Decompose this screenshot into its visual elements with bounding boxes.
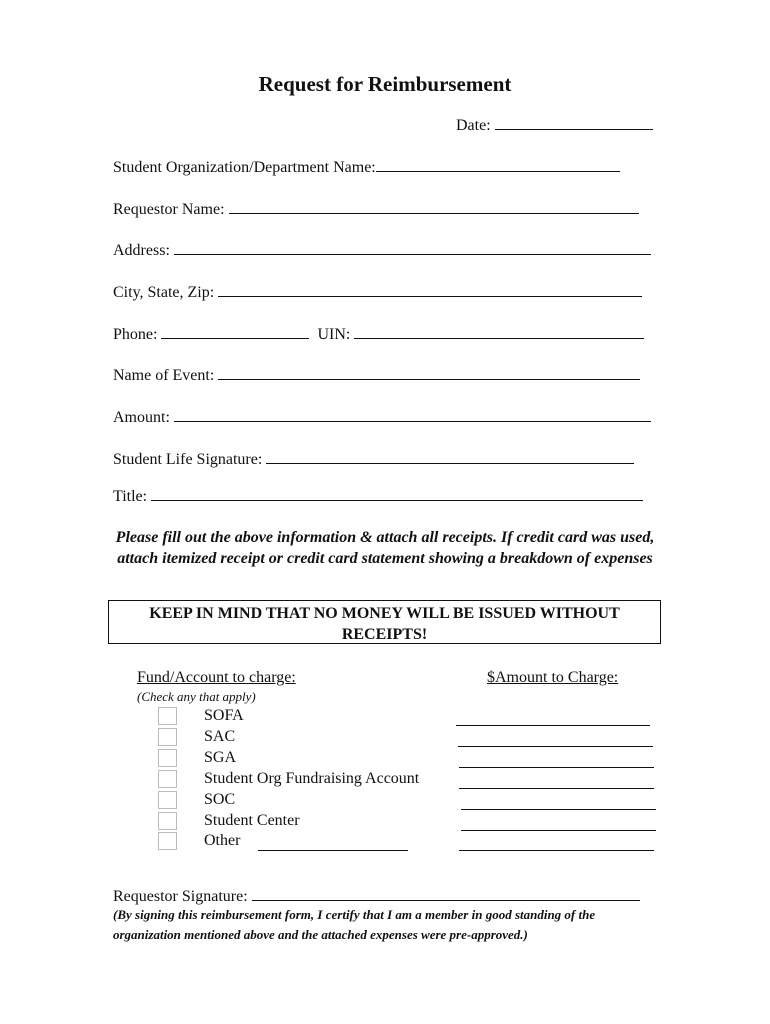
soc-amount-field[interactable] bbox=[461, 795, 656, 810]
fundraising-checkbox[interactable] bbox=[158, 770, 177, 788]
other-checkbox[interactable] bbox=[158, 832, 177, 850]
sac-checkbox[interactable] bbox=[158, 728, 177, 746]
date-label: Date: bbox=[456, 117, 491, 134]
date-row bbox=[456, 115, 653, 135]
requestor-signature-label: Requestor Signature: bbox=[113, 888, 248, 905]
form-title: Request for Reimbursement bbox=[258, 72, 512, 96]
requestor-signature-row bbox=[113, 886, 640, 906]
phone-row bbox=[113, 324, 644, 344]
org-row bbox=[113, 157, 620, 177]
uin-field[interactable] bbox=[354, 324, 644, 339]
amount-field[interactable] bbox=[174, 407, 651, 422]
warning-box: KEEP IN MIND THAT NO MONEY WILL BE ISSUED WITHOUT RECEIPTS! bbox=[108, 600, 661, 644]
org-label: Student Organization/Department Name: bbox=[113, 159, 376, 176]
uin-label: UIN: bbox=[317, 326, 351, 343]
instructions-text: Please fill out the above information & attach all receipts. If credit card was used, attach itemized receipt or credit card statement showing a breakdown of expenses bbox=[115, 529, 655, 567]
sac-amount-field[interactable] bbox=[458, 732, 653, 747]
title-label: Title: bbox=[113, 488, 148, 505]
other-amount-field[interactable] bbox=[459, 836, 654, 851]
phone-label: Phone: bbox=[113, 326, 158, 343]
fund-label-sga: SGA bbox=[204, 749, 237, 766]
fundraising-amount-field[interactable] bbox=[459, 774, 654, 789]
date-field[interactable] bbox=[495, 115, 653, 130]
title-row bbox=[113, 486, 643, 506]
org-field[interactable] bbox=[376, 157, 620, 172]
amount-header: $Amount to Charge: bbox=[487, 669, 619, 686]
amount-label: Amount: bbox=[113, 409, 170, 426]
other-description-field[interactable] bbox=[258, 836, 408, 851]
fund-label-fundraising: Student Org Fundraising Account bbox=[204, 770, 420, 787]
sofa-checkbox[interactable] bbox=[158, 707, 177, 725]
requestor-field[interactable] bbox=[229, 199, 639, 214]
address-label: Address: bbox=[113, 242, 170, 259]
fund-label-sofa: SOFA bbox=[204, 707, 244, 724]
check-hint: (Check any that apply) bbox=[137, 689, 256, 704]
address-field[interactable] bbox=[174, 240, 651, 255]
sga-checkbox[interactable] bbox=[158, 749, 177, 767]
city-row bbox=[113, 282, 642, 302]
disclaimer-text: (By signing this reimbursement form, I certify that I am a member in good standing of the organization mentioned above and the attached expenses were pre-approved.) bbox=[113, 907, 596, 942]
requestor-label: Requestor Name: bbox=[113, 201, 225, 218]
fund-label-soc: SOC bbox=[204, 791, 236, 808]
event-label: Name of Event: bbox=[113, 367, 215, 384]
student-center-checkbox[interactable] bbox=[158, 812, 177, 830]
student-center-amount-field[interactable] bbox=[461, 816, 656, 831]
signature-label: Student Life Signature: bbox=[113, 451, 263, 468]
signature-field[interactable] bbox=[266, 449, 634, 464]
event-field[interactable] bbox=[218, 365, 640, 380]
requestor-row bbox=[113, 199, 639, 219]
fund-header: Fund/Account to charge: bbox=[137, 669, 296, 686]
fund-label-student-center: Student Center bbox=[204, 812, 300, 829]
city-field[interactable] bbox=[218, 282, 642, 297]
fund-label-other: Other bbox=[204, 832, 241, 849]
signature-row bbox=[113, 449, 634, 469]
soc-checkbox[interactable] bbox=[158, 791, 177, 809]
sofa-amount-field[interactable] bbox=[456, 711, 650, 726]
city-label: City, State, Zip: bbox=[113, 284, 215, 301]
address-row bbox=[113, 240, 651, 260]
phone-field[interactable] bbox=[161, 324, 309, 339]
fund-label-sac: SAC bbox=[204, 728, 236, 745]
sga-amount-field[interactable] bbox=[459, 753, 654, 768]
event-row bbox=[113, 365, 640, 385]
requestor-signature-field[interactable] bbox=[252, 886, 640, 901]
amount-row bbox=[113, 407, 651, 427]
title-field[interactable] bbox=[151, 486, 643, 501]
